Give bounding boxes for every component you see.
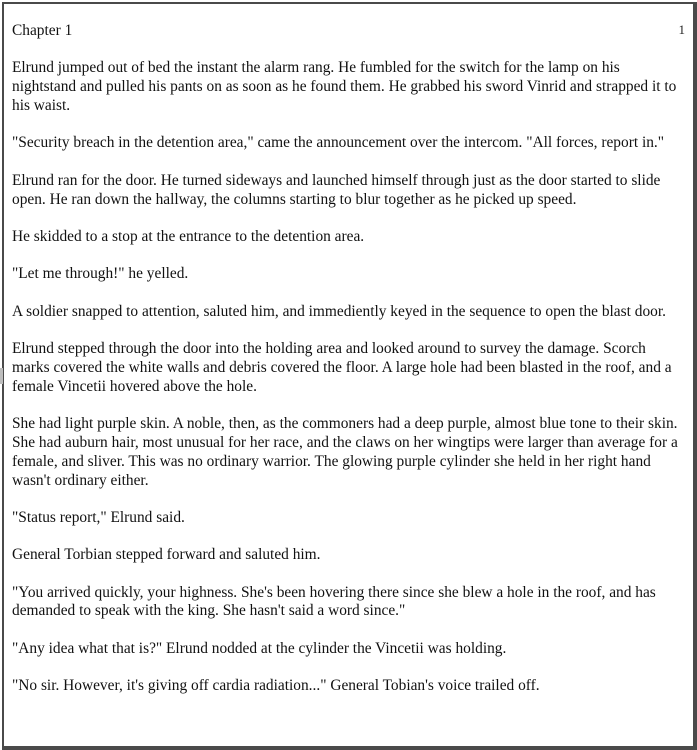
paragraph: Elrund jumped out of bed the instant the alarm rang. He fumbled for the switch for the lamp on his nightstand and pulled his pants on as soon as he found them. He grabbed his sword Vinrid and strapped it to his waist. xyxy=(12,59,677,114)
paragraph: Elrund stepped through the door into the holding area and looked around to survey the damage. Scorch marks covered the white walls and debris covered the floor. A large hole had been blasted in the roof, and a female Vincetii hovered above the hole. xyxy=(12,340,672,395)
paragraph: General Torbian stepped forward and saluted him. xyxy=(12,546,321,564)
chapter-title: Chapter 1 xyxy=(12,22,73,39)
paragraph: "Security breach in the detention area," came the announcement over the intercom. "All forces, report in." xyxy=(12,134,665,152)
scroll-edge-marker xyxy=(0,368,3,384)
paragraph: A soldier snapped to attention, saluted him, and immediently keyed in the sequence to open the blast door. xyxy=(12,302,666,320)
paragraph: "You arrived quickly, your highness. She's been hovering there since she blew a hole in the roof, and has demanded to speak with the king. She hasn't said a word since." xyxy=(12,583,656,620)
paragraph: "Any idea what that is?" Elrund nodded at the cylinder the Vincetii was holding. xyxy=(12,639,507,657)
paragraph: Elrund ran for the door. He turned sideways and launched himself through just as the door started to slide open. He ran down the hallway, the columns starting to blur together as he picked up speed. xyxy=(12,171,661,208)
paragraph: She had light purple skin. A noble, then, as the commoners had a deep purple, almost blue tone to their skin. She had auburn hair, most unusual for her race, and the claws on her wingtips were larger than average for a female, and sliver. This was no ordinary warrior. The glowing purple cylinder she held in her right hand wasn't ordinary either. xyxy=(12,415,678,489)
paragraph: He skidded to a stop at the entrance to the detention area. xyxy=(12,227,365,245)
document-body xyxy=(12,22,687,715)
paragraph: "No sir. However, it's giving off cardia radiation..." General Tobian's voice trailed off. xyxy=(12,677,540,695)
paragraph: "Status report," Elrund said. xyxy=(12,508,185,526)
page-frame xyxy=(2,2,697,750)
page-number: 1 xyxy=(678,22,685,37)
paragraph: "Let me through!" he yelled. xyxy=(12,265,189,283)
